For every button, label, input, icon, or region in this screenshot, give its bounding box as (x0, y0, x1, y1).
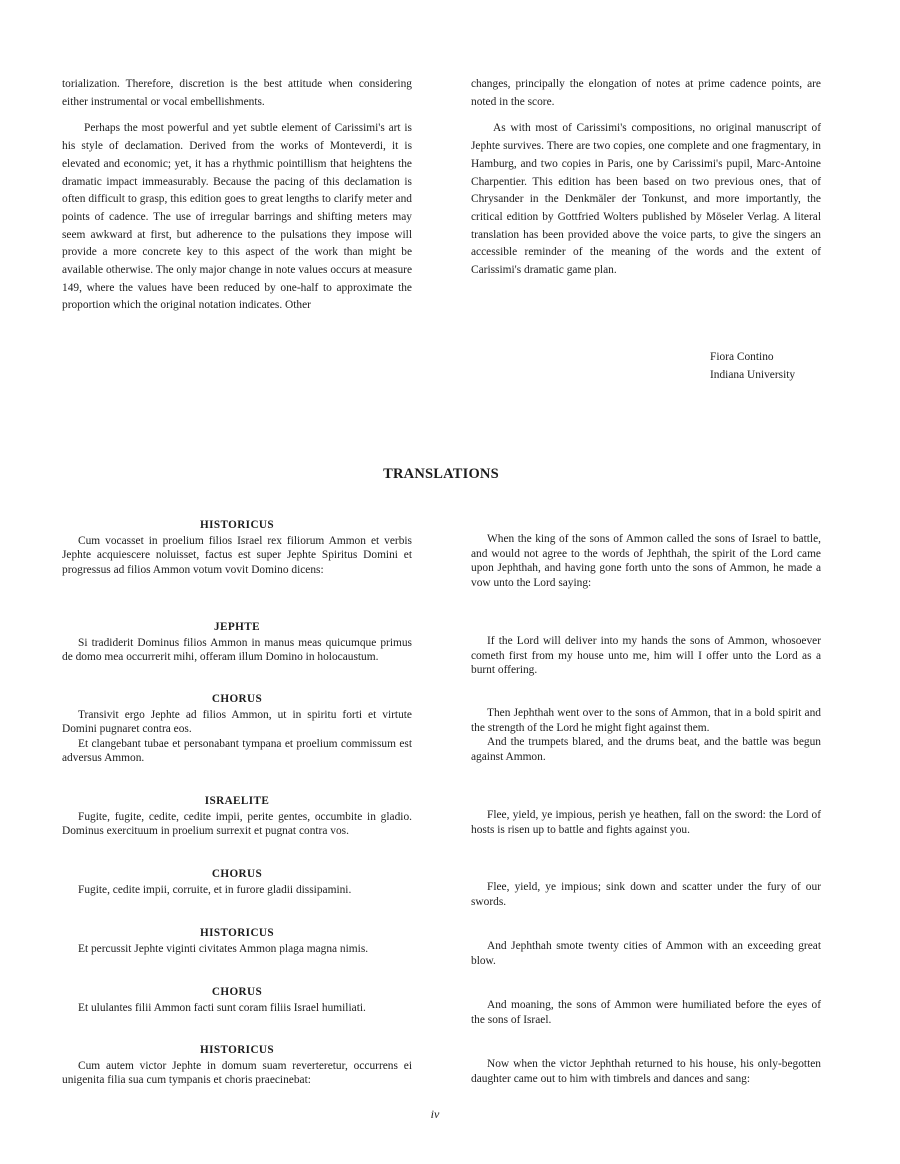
english-section (471, 706, 821, 764)
speaker-heading: HISTORICUS (199, 519, 275, 531)
intro-paragraph: As with most of Carissimi's compositions, no original manuscript of Jephte survives. There are two copies, one complete and one fragmentary, in Hamburg, and two copies in Paris, one by Carissimi's pupil, Marc-Antoine Charpentier. This edition has been based on two previous ones, that of Chrysander in the Denkmäler der Tonkunst, and more importantly, the critical edition by Gottfried Wolters published by Möseler Verlag. A literal translation has been provided above the voice parts, to give the singers an accessible reminder of the meaning of the words and the extent of Carissimi's dramatic game plan. (471, 122, 821, 277)
latin-section (62, 985, 412, 1015)
speaker-heading: CHORUS (211, 986, 263, 998)
intro-paragraph: changes, principally the elongation of notes at prime cadence points, are noted in the score. (471, 78, 821, 108)
english-text: If the Lord will deliver into my hands the sons of Ammon, whosoever cometh first from my house unto me, him will I offer unto the Lord as a burnt offering. (471, 635, 821, 676)
latin-text: Fugite, cedite impii, corruite, et in furore gladii dissipamini. (78, 883, 352, 896)
speaker-heading: CHORUS (211, 693, 263, 705)
latin-section (62, 926, 412, 956)
english-section (471, 634, 821, 678)
speaker-heading: HISTORICUS (199, 1044, 275, 1056)
english-section (471, 939, 821, 968)
english-section (471, 808, 821, 837)
english-text: Then Jephthah went over to the sons of Ammon, that in a bold spirit and the strength of the Lord he might fight against them. (471, 707, 821, 734)
latin-section (62, 692, 412, 766)
english-text: Now when the victor Jephthah returned to his house, his only-begotten daughter came out to him with timbrels and dances and sang: (471, 1058, 821, 1085)
english-text: And the trumpets blared, and the drums beat, and the battle was begun against Ammon. (471, 736, 821, 763)
translations-heading: TRANSLATIONS (383, 466, 499, 482)
intro-paragraph: Perhaps the most powerful and yet subtle element of Carissimi's art is his style of declamation. Derived from the works of Monteverdi, it is elevated and economic; yet, it has a rhythmic pointillism that heightens the dramatic impact immeasurably. Because the pacing of this declamation is often difficult to grasp, this edition goes to great lengths to clarify meter and points of cadence. The use of irregular barrings and shifting meters may seem awkward at first, but adherence to the pulsations they impose will provide a more concrete key to this aspect of the work than might be available otherwise. The only major change in note values occurs at measure 149, where the values have been reduced by one-half to approximate the proportion which the original notation indicates. Other (62, 122, 412, 312)
latin-text: Cum vocasset in proelium filios Israel rex filiorum Ammon et verbis Jephte acquiescere noluisset, factus est super Jephte Spiritus Domini et progressus ad filios Ammon votum vovit Domino dicens: (62, 534, 412, 576)
intro-paragraph: torialization. Therefore, discretion is the best attitude when considering either instrumental or vocal embellishments. (62, 78, 412, 108)
speaker-heading: JEPHTE (214, 621, 260, 633)
latin-section (62, 1043, 412, 1088)
author-signature (710, 348, 795, 384)
english-text: Flee, yield, ye impious; sink down and scatter under the fury of our swords. (471, 881, 821, 908)
page-number: iv (430, 1107, 440, 1121)
latin-section (62, 867, 412, 897)
english-section (471, 532, 821, 590)
intro-left-column (62, 76, 412, 324)
latin-section (62, 794, 412, 839)
speaker-heading: ISRAELITE (204, 795, 270, 807)
latin-text: Et clangebant tubae et personabant tympana et proelium commissum est adversus Ammon. (62, 737, 412, 764)
latin-section (62, 518, 412, 577)
latin-text: Fugite, fugite, cedite, cedite impii, perite gentes, occumbite in gladio. Dominus exercituum in proelium surrexit et pugnat contra vos. (62, 810, 412, 837)
english-text: Flee, yield, ye impious, perish ye heathen, fall on the sword: the Lord of hosts is risen up to battle and fights against you. (471, 809, 821, 836)
latin-text: Cum autem victor Jephte in domum suam reverteretur, occurrens ei unigenita filia sua cum tympanis et choris praecinebat: (62, 1059, 412, 1086)
english-text: When the king of the sons of Ammon called the sons of Israel to battle, and would not agree to the words of Jephthah, the spirit of the Lord came upon Jephthah, and having gone forth unto the sons of Ammon, he made a vow unto the Lord saying: (471, 533, 821, 589)
english-text: And Jephthah smote twenty cities of Ammon with an exceeding great blow. (471, 940, 821, 967)
english-section (471, 998, 821, 1027)
latin-text: Et ululantes filii Ammon facti sunt coram filiis Israel humiliati. (78, 1001, 366, 1014)
english-text: And moaning, the sons of Ammon were humiliated before the eyes of the sons of Israel. (471, 999, 821, 1026)
speaker-heading: HISTORICUS (199, 927, 275, 939)
latin-section (62, 620, 412, 665)
intro-right-column (471, 76, 821, 289)
latin-text: Si tradiderit Dominus filios Ammon in manus meas quicumque primus de domo mea occurrerit mihi, offeram illum Domino in holocaustum. (62, 636, 412, 663)
author-affiliation: Indiana University (710, 369, 796, 381)
author-name: Fiora Contino (710, 351, 774, 363)
english-section (471, 1057, 821, 1086)
latin-text: Transivit ergo Jephte ad filios Ammon, ut in spiritu forti et virtute Domini pugnaret contra eos. (62, 708, 412, 735)
speaker-heading: CHORUS (211, 868, 263, 880)
latin-text: Et percussit Jephte viginti civitates Ammon plaga magna nimis. (78, 942, 369, 955)
english-section (471, 880, 821, 909)
